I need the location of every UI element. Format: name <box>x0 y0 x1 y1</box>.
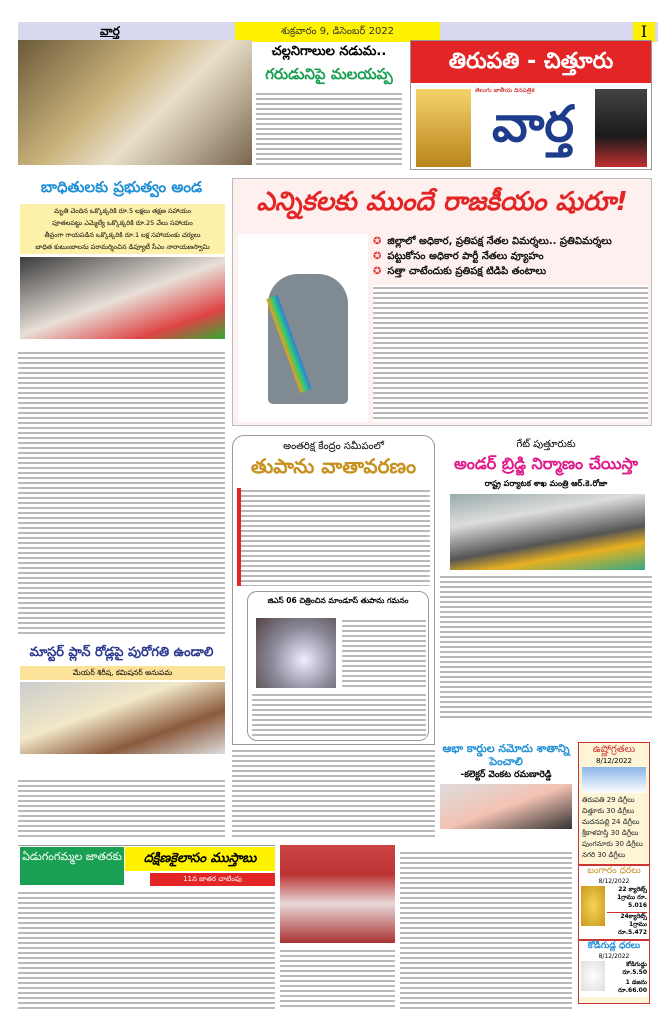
weather-item: నగరి 30 డిగ్రీలు <box>582 851 626 859</box>
weather-date: 8/12/2022 <box>596 757 632 765</box>
satellite-headline: జిఎస్ 06 చిత్రించిన మాండూస్ తుపాను గమనం <box>267 596 409 605</box>
abha-sub: -కలెక్టర్ వెంకట రమణారెడ్డి <box>460 770 552 780</box>
bridge-photo <box>450 494 645 570</box>
garuda-headline: గరుడునిపై మలయప్ప <box>265 65 393 83</box>
weather-item: తిరుపతి 29 డిగ్రీలు <box>582 796 635 804</box>
bridge-headline: అండర్ బ్రిడ్జి నిర్మాణం చేయిస్తా <box>454 454 638 473</box>
master-photo <box>20 682 225 754</box>
bridge-kicker: గేట్ పుత్తూరుకు <box>516 439 576 450</box>
politics-body <box>373 285 648 422</box>
bullet: ✪ పట్టుకోసం అధికార పార్టీ నేతలు వ్యూహం <box>373 251 544 262</box>
abha-body <box>400 850 572 1010</box>
sky-image <box>582 767 646 793</box>
politics-box <box>232 178 652 426</box>
politics-content <box>373 234 648 422</box>
weather-item: మదనపల్లి 24 డిగ్రీలు <box>582 818 640 826</box>
jatara-photo <box>280 845 395 943</box>
master-body <box>18 778 225 840</box>
master-sub: మేయర్ శిరీష, కమిషనర్ అనుపమ <box>20 666 225 680</box>
bridge-sub: రాష్ట్ర పర్యాటక శాఖ మంత్రి ఆర్.కె.రోజా <box>484 479 608 488</box>
gold-section <box>579 864 649 939</box>
gold-title: బంగారం ధరలు <box>587 866 641 876</box>
egg-title: కోడిగుడ్ల ధరలు <box>587 941 641 951</box>
abha-headline: ఆభా కార్డుల నమోదు శాతాన్ని పెంచాలి <box>442 742 570 768</box>
weather-item: చిత్తూరు 30 డిగ్రీలు <box>582 807 635 815</box>
weather-item: పుంగనూరు 30 డిగ్రీలు <box>582 840 643 848</box>
gold-rates: 22 క్యారెట్స్ 1గ్రాము రూ. 5.016 24క్యారెట్స్ 1గ్రాము రూ.5.472 <box>607 886 647 937</box>
gold-jewel-image <box>581 886 605 926</box>
politics-headline: ఎన్నికలకు ముందే రాజకీయం షురూ! <box>256 187 628 217</box>
relief-point: తీవ్రంగా గాయపడిన ఒక్కొక్కరికి రూ.1 లక్ష సహాయంకు చర్యలు <box>44 231 201 239</box>
jatara-body <box>18 890 275 1010</box>
cyclone-box <box>232 435 435 745</box>
satellite-text <box>252 692 426 738</box>
garuda-photo <box>18 40 252 165</box>
jatara-sub: 11న జాతర చాటింపు <box>150 873 275 886</box>
relief-photo <box>20 257 225 339</box>
relief-point: పూతలపట్టు ఎమ్మెల్యే ఒక్కొక్కరికి రూ.25 వేలు సహాయం <box>52 219 193 227</box>
satellite-text <box>342 618 426 688</box>
temple-gopuram-image <box>416 89 471 167</box>
egg-date: 8/12/2022 <box>598 953 630 960</box>
relief-story <box>18 178 225 339</box>
relief-points <box>20 204 225 254</box>
jatara-tag: ఏడుగంగమ్మల జాతరకు <box>20 847 124 885</box>
bullet: ✪ జిల్లాలో అధికార, ప్రతిపక్ష నేతల విమర్శలు.. ప్రతివిమర్శలు <box>373 236 612 247</box>
cyclone-body <box>237 488 430 586</box>
abha-photo <box>440 784 572 829</box>
tagline: తెలుగు జాతీయ దినపత్రిక <box>475 87 535 94</box>
sidebar-rates <box>578 742 650 1004</box>
logo: వార్త <box>491 95 575 153</box>
egg-section <box>579 939 649 997</box>
satellite-box <box>247 591 429 741</box>
relief-point: మృతి చెందిన ఒక్కొక్కరికి రూ.5 లక్షలు తక్షణ సహాయం <box>54 207 191 215</box>
bridge-body <box>440 574 652 720</box>
garuda-kicker: చల్లనిగాలుల నడుమ.. <box>271 44 387 59</box>
jatara-headline: దక్షిణకైలాసం ముస్తాబు <box>125 847 275 871</box>
cyclone-headline: తుపాను వాతావరణం <box>250 454 417 478</box>
divider <box>18 845 275 846</box>
relief-body <box>18 350 225 634</box>
satellite-image <box>256 618 336 688</box>
masthead <box>410 40 652 170</box>
bridge-story <box>440 438 652 720</box>
egg-image <box>581 961 605 991</box>
relief-headline: బాధితులకు ప్రభుత్వం అండ <box>40 178 203 196</box>
master-story <box>18 645 225 754</box>
bullet: ✪ సత్తా చాటేందుకు ప్రతిపక్ష టిడిపి తంటాలు <box>373 266 547 277</box>
paper-name: వార్త <box>100 24 120 38</box>
politician-cartoon <box>238 234 368 422</box>
page-number: I <box>633 22 655 42</box>
weather-title: ఉష్ణోగ్రతలు <box>592 744 636 755</box>
egg-rates: కోడిగుడ్డు రూ.5.50 1 డజను రూ.66.00 <box>618 961 647 994</box>
master-headline: మాస్టర్ ప్లాన్ రోడ్లపై పురోగతి ఉండాలి <box>29 645 214 660</box>
garuda-body <box>256 91 402 166</box>
region-title: తిరుపతి - చిత్తూరు <box>411 41 651 83</box>
date: శుక్రవారం 9, డిసెంబర్ 2022 <box>235 22 440 42</box>
cyclone-continued <box>232 748 435 838</box>
gold-date: 8/12/2022 <box>598 878 630 885</box>
cyclone-kicker: అంతరిక్ష కేంద్రం సమీపంలో <box>283 441 384 452</box>
abha-story <box>440 742 572 829</box>
weather-item: శ్రీకాళహస్తి 30 డిగ్రీలు <box>582 829 639 837</box>
garuda-story <box>256 44 402 166</box>
deity-image <box>595 89 647 167</box>
jatara-body-2 <box>280 948 395 1010</box>
relief-point: బాధిత కుటుంబాలను పరామర్శించిన డిప్యూటీ సీఎం నారాయణస్వామి <box>35 243 210 251</box>
